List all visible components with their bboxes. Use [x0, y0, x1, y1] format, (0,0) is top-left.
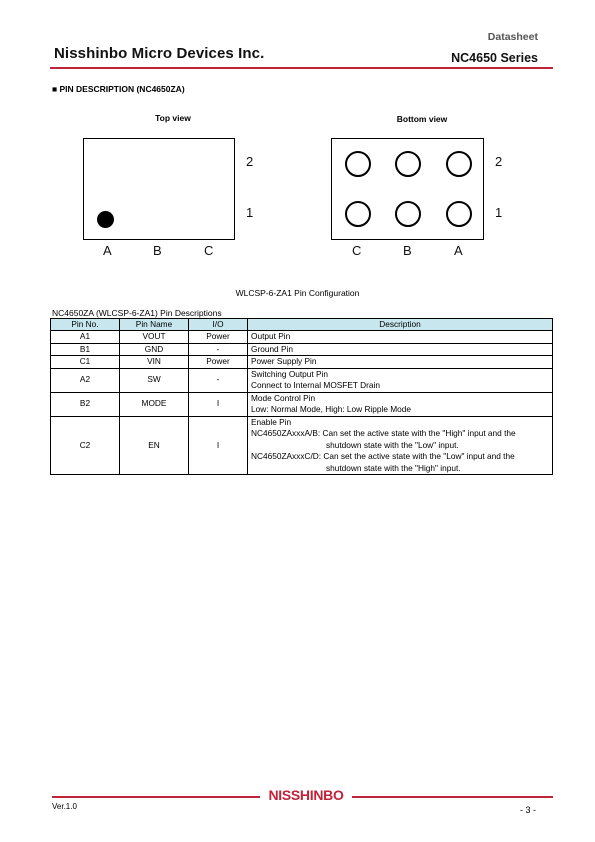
pin-description	[248, 392, 553, 416]
bottom-col-label-c: C	[352, 243, 362, 258]
pin-name: MODE	[120, 392, 189, 416]
table-title: NC4650ZA (WLCSP-6-ZA1) Pin Descriptions	[52, 308, 222, 318]
company-name: Nisshinbo Micro Devices Inc.	[54, 45, 265, 62]
pin-no: C2	[51, 416, 120, 475]
pin-name: GND	[120, 343, 189, 356]
description-line: Output Pin	[251, 331, 291, 341]
top-row-label-2: 2	[246, 154, 254, 169]
description-line: shutdown state with the "High" input.	[326, 462, 461, 473]
ball-b1	[395, 201, 421, 227]
pin-name: VIN	[120, 356, 189, 369]
description-line: Mode Control Pin	[251, 392, 316, 403]
description-line: Connect to Internal MOSFET Drain	[251, 380, 380, 390]
header-pin-name: Pin Name	[120, 319, 189, 331]
pin-no: C1	[51, 356, 120, 369]
table-row	[51, 356, 553, 369]
description-line: NC4650ZAxxxA/B: Can set the active state with the "High" input and the	[251, 428, 516, 438]
pin-no: A1	[51, 331, 120, 344]
pin-name: VOUT	[120, 331, 189, 344]
header-io: I/O	[189, 319, 248, 331]
description-line: Power Supply Pin	[251, 356, 317, 366]
top-view-label: Top view	[155, 113, 191, 123]
table-row	[51, 368, 553, 392]
pin-name: SW	[120, 368, 189, 392]
pin-no: A2	[51, 368, 120, 392]
table-row	[51, 416, 553, 475]
section-title: ■ PIN DESCRIPTION (NC4650ZA)	[52, 84, 185, 94]
pin-description	[248, 368, 553, 392]
bottom-view-label: Bottom view	[396, 114, 448, 124]
page-number: - 3 -	[519, 805, 536, 815]
description-line: Switching Output Pin	[251, 368, 329, 379]
table-row	[51, 343, 553, 356]
pin-no: B2	[51, 392, 120, 416]
version-label: Ver.1.0	[52, 802, 77, 811]
pin-description	[248, 343, 553, 356]
pin-description	[248, 416, 553, 475]
pin-description	[248, 331, 553, 344]
table-row	[51, 392, 553, 416]
table-row	[51, 331, 553, 344]
footer-rule-right	[352, 796, 553, 798]
datasheet-label: Datasheet	[487, 31, 538, 43]
bottom-col-label-b: B	[403, 243, 412, 258]
bottom-col-label-a: A	[454, 243, 463, 258]
description-line: Low: Normal Mode, High: Low Ripple Mode	[251, 404, 412, 414]
ball-a2	[446, 151, 472, 177]
description-line: Enable Pin	[251, 416, 292, 427]
pin-io: I	[189, 392, 248, 416]
ball-b2	[395, 151, 421, 177]
description-line: Ground Pin	[251, 343, 293, 354]
pin-config-caption: WLCSP-6-ZA1 Pin Configuration	[235, 288, 360, 298]
header-pin-no: Pin No.	[51, 319, 120, 331]
top-col-label-a: A	[103, 243, 112, 258]
pin-description-table	[50, 318, 553, 475]
ball-c2	[345, 151, 371, 177]
series-name: NC4650 Series	[451, 51, 538, 65]
pin-io: -	[189, 343, 248, 356]
pin-io: Power	[189, 356, 248, 369]
top-row-label-1: 1	[246, 205, 254, 220]
footer-rule-left	[52, 796, 260, 798]
bottom-row-label-2: 2	[495, 154, 503, 169]
top-col-label-b: B	[153, 243, 162, 258]
pin-io: -	[189, 368, 248, 392]
table-header-row	[51, 319, 553, 331]
bottom-row-label-1: 1	[495, 205, 503, 220]
header-description: Description	[248, 319, 553, 331]
pin-no: B1	[51, 343, 120, 356]
header-rule	[50, 67, 553, 69]
pin-description	[248, 356, 553, 369]
description-line: NC4650ZAxxxC/D: Can set the active state with the "Low" input and the	[251, 451, 515, 461]
pin-io: I	[189, 416, 248, 475]
nisshinbo-logo: NISSHINBO	[268, 787, 344, 803]
description-line: shutdown state with the "Low" input.	[326, 439, 459, 450]
pin1-marker-dot	[97, 211, 114, 228]
ball-c1	[345, 201, 371, 227]
pin-io: Power	[189, 331, 248, 344]
top-col-label-c: C	[204, 243, 214, 258]
pin-name: EN	[120, 416, 189, 475]
ball-a1	[446, 201, 472, 227]
